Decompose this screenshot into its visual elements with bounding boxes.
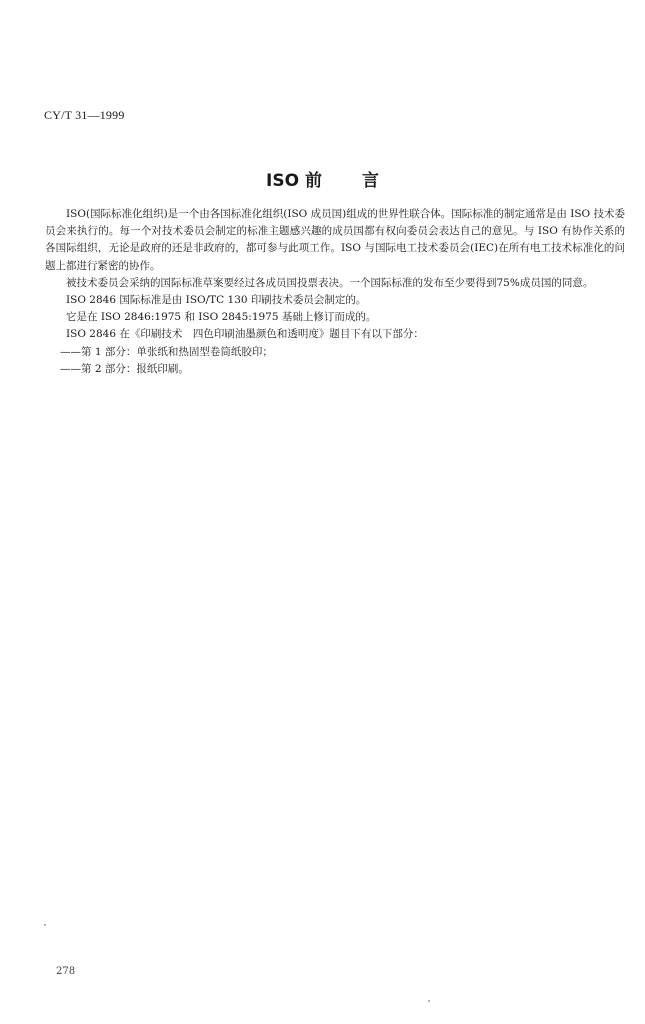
paragraph: 被技术委员会采纳的国际标准草案要经过各成员国投票表决。一个国际标准的发布至少要得到75%成员国的同意。 (66, 276, 594, 289)
list-item: ——第 2 部分：报纸印刷。 (60, 362, 189, 375)
paragraph: 它是在 ISO 2846:1975 和 ISO 2845:1975 基础上修订而成的。 (66, 311, 377, 324)
paragraph: ISO(国际标准化组织)是一个由各国标准化组织(ISO 成员国)组成的世界性联合体。国际标准的制定通常是由 ISO 技术委员会来执行的。每一个对技术委员会制定的标准主题感兴趣的成员国都有权向委员会表达自己的意见。与 ISO 有协作关系的各国际组织，无论是政府的还是非政府的，都可参与此项工作。ISO 与国际电工技术委员会(IEC)在所有电工技术标准化的问题上都进行紧密的协作。 (45, 208, 625, 272)
page-number: 278 (56, 966, 76, 977)
scan-speck (428, 1000, 430, 1002)
page-title (0, 166, 645, 191)
scan-speck (44, 924, 46, 926)
paragraph: ISO 2846 国际标准是由 ISO/TC 130 印刷技术委员会制定的。 (66, 294, 367, 307)
title-left: ISO 前 (266, 171, 322, 191)
title-right: 言 (361, 171, 379, 191)
paragraph: ISO 2846 在《印刷技术 四色印刷油墨颜色和透明度》题目下有以下部分： (66, 328, 424, 341)
standard-code: CY/T 31—1999 (44, 108, 125, 122)
foreword-body (45, 206, 625, 378)
list-item: ——第 1 部分：单张纸和热固型卷筒纸胶印； (60, 345, 273, 358)
